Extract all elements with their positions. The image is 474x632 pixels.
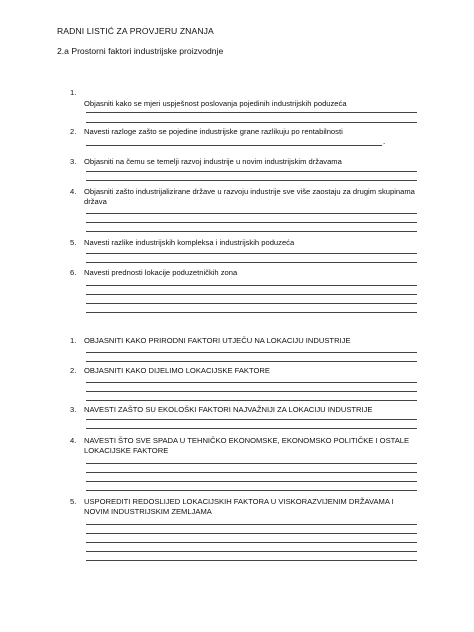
- question-text: Objasniti zašto industrijalizirane države u razvoju industrije sve više zaostaju za drugim skupinama država: [84, 187, 415, 206]
- worksheet-subtitle: 2.a Prostorni faktori industrijske proizvodnje: [57, 46, 224, 56]
- answer-line: [86, 285, 417, 286]
- answer-line: [86, 533, 417, 534]
- answer-line: [86, 524, 417, 525]
- answer-line: [86, 303, 417, 304]
- answer-line: [86, 231, 417, 232]
- worksheet-title: RADNI LISTIĆ ZA PROVJERU ZNANJA: [57, 26, 214, 36]
- question-number: 5.: [70, 497, 77, 506]
- answer-line: [86, 294, 417, 295]
- answer-line: [86, 145, 382, 146]
- question-text: USPOREDITI REDOSLIJED LOKACIJSKIH FAKTORA U VISKORAZVIJENIM DRŽAVAMA I NOVIM INDUSTRIJSKIM ZEMLJAMA: [84, 497, 394, 516]
- answer-line: [86, 253, 417, 254]
- question-number: 3.: [70, 157, 77, 166]
- answer-line: [86, 490, 417, 491]
- question-text: Objasniti kako se mjeri uspješnost poslovanja pojedinih industrijskih poduzeća: [84, 99, 347, 108]
- answer-line: [86, 312, 417, 313]
- answer-line: [86, 472, 417, 473]
- question-text: OBJASNITI KAKO PRIRODNI FAKTORI UTJEČU NA LOKACIJU INDUSTRIJE: [84, 336, 351, 345]
- answer-line: [86, 361, 417, 362]
- answer-line: [86, 400, 417, 401]
- question-text: Navesti prednosti lokacije poduzetničkih zona: [84, 268, 238, 277]
- answer-line: [86, 542, 417, 543]
- question-text: Navesti razlike industrijskih kompleksa i industrijskih poduzeća: [84, 238, 295, 247]
- answer-line: [86, 222, 417, 223]
- answer-line: [86, 171, 417, 172]
- answer-line: [86, 112, 417, 113]
- answer-line: [86, 262, 417, 263]
- question-number: 1.: [70, 88, 77, 97]
- answer-line: [86, 391, 417, 392]
- answer-line: [86, 428, 417, 429]
- answer-line: [86, 352, 417, 353]
- answer-line: [86, 213, 417, 214]
- question-text: NAVESTI ŠTO SVE SPADA U TEHNIČKO EKONOMSKE, EKONOMSKO POLITIČKE I OSTALE LOKACIJSKE FAKTORE: [84, 436, 410, 455]
- question-text: NAVESTI ZAŠTO SU EKOLOŠKI FAKTORI NAJVAŽNIJI ZA LOKACIJU INDUSTRIJE: [84, 405, 373, 414]
- answer-line: [86, 560, 417, 561]
- answer-line: [86, 382, 417, 383]
- question-number: 3.: [70, 405, 77, 414]
- question-number: 1.: [70, 336, 77, 345]
- question-number: 2.: [70, 366, 77, 375]
- answer-line: [86, 481, 417, 482]
- question-text: Objasniti na čemu se temelji razvoj industrije u novim industrijskim državama: [84, 157, 342, 166]
- trailing-dot: .: [383, 137, 386, 146]
- question-number: 4.: [70, 436, 77, 445]
- question-number: 4.: [70, 187, 77, 196]
- answer-line: [86, 463, 417, 464]
- answer-line: [86, 122, 417, 123]
- question-text: Navesti razloge zašto se pojedine industrijske grane razlikuju po rentabilnosti: [84, 127, 343, 136]
- answer-line: [86, 180, 417, 181]
- question-number: 2.: [70, 127, 77, 136]
- question-number: 5.: [70, 238, 77, 247]
- question-number: 6.: [70, 268, 77, 277]
- answer-line: [86, 551, 417, 552]
- question-text: OBJASNITI KAKO DIJELIMO LOKACIJSKE FAKTORE: [84, 366, 270, 375]
- answer-line: [86, 419, 417, 420]
